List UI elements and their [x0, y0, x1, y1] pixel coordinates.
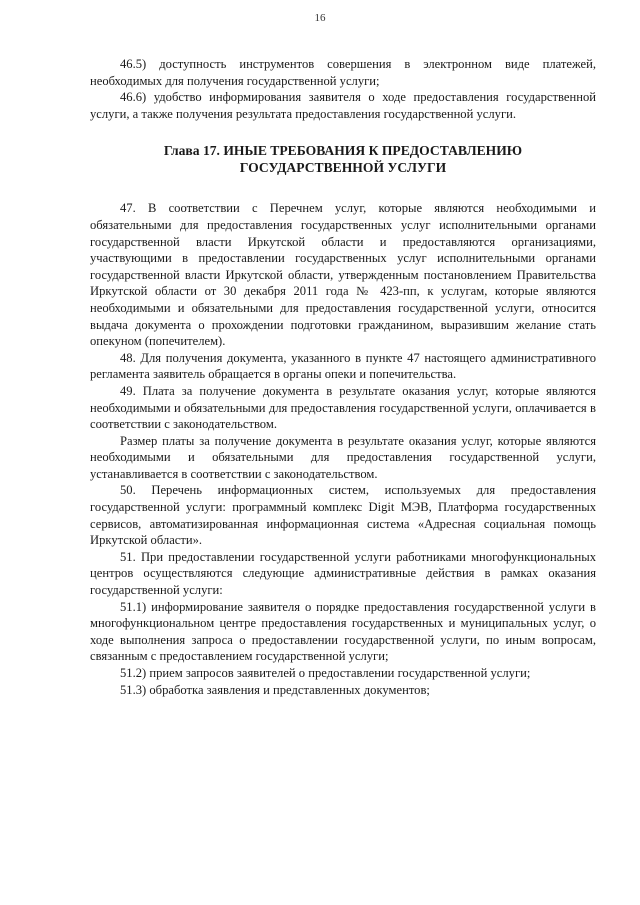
paragraph-51: 51. При предоставлении государственной услуги работниками многофункциональных центров осуществляются следующие административные действия в рамках оказания государственной услуги: [90, 549, 596, 598]
chapter-heading: Глава 17. ИНЫЕ ТРЕБОВАНИЯ К ПРЕДОСТАВЛЕНИЮ ГОСУДАРСТВЕННОЙ УСЛУГИ [163, 143, 523, 176]
paragraph-47: 47. В соответствии с Перечнем услуг, которые являются необходимыми и обязательными для предоставления государственных услуг исполнительными органами государственной власти Иркутской области и предоставляются организациями, участвующими в предоставлении государственных услуг исполнительными органами государственной власти Иркутской области, утвержденным постановлением Правительства Иркутской области от 30 декабря 2011 года № 423-пп, к услугам, которые являются необходимыми и обязательными для предоставления государственной услуги, относится выдача документа о прохождении подготовки гражданином, выразившим желание стать опекуном (попечителем). [90, 201, 596, 349]
paragraph-51-2: 51.2) прием запросов заявителей о предоставлении государственной услуги; [120, 666, 531, 680]
page-number: 16 [314, 12, 326, 24]
paragraph-51-3: 51.3) обработка заявления и представленных документов; [120, 682, 430, 697]
paragraph-46-6: 46.6) удобство информирования заявителя о ходе предоставления государственной услуги, а также получения результата предоставления государственной услуги. [90, 90, 596, 121]
paragraph-46-5: 46.5) доступность инструментов совершения в электронном виде платежей, необходимых для получения государственной услуги; [90, 57, 596, 88]
paragraph-51-1: 51.1) информирование заявителя о порядке предоставления государственной услуги в многофункциональном центре предоставления государственных и муниципальных услуг, о ходе выполнения запроса о предоставлении государственной услуги, по иным вопросам, связанным с предоставлением государственной услуги; [90, 599, 596, 664]
paragraph-48: 48. Для получения документа, указанного в пункте 47 настоящего административного регламента заявитель обращается в органы опеки и попечительства. [90, 350, 596, 382]
paragraph-49: 49. Плата за получение документа в результате оказания услуг, которые являются необходимыми и обязательными для предоставления государственной услуги, оплачивается в соответствии с законодательством. [90, 383, 596, 432]
paragraph-50: 50. Перечень информационных систем, используемых для предоставления государственной услуги: программный комплекс Digit МЭВ, Платформа государственных сервисов, автоматизированная информационная система «Адресная социальная помощь Иркутской области». [90, 483, 596, 548]
page-content [90, 56, 596, 698]
paragraph-49-fee: Размер платы за получение документа в результате оказания услуг, которые являются необходимыми и обязательными для предоставления государственной услуги, устанавливается в соответствии с законодательством. [90, 433, 596, 481]
